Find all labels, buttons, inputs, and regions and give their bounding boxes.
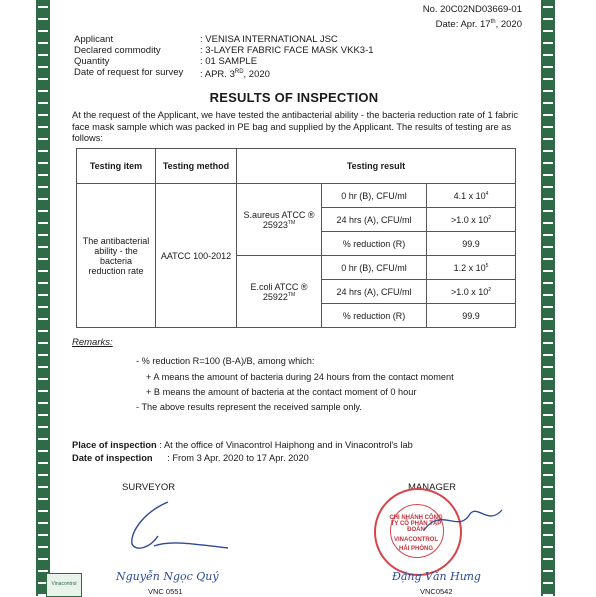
testing-method-cell: AATCC 100-2012 <box>156 184 237 328</box>
value-cell: 99.9 <box>427 304 516 328</box>
param-cell: 0 hr (B), CFU/ml <box>322 256 427 280</box>
commodity-value: : 3-LAYER FABRIC FACE MASK VKK3-1 <box>200 45 374 56</box>
quantity-value: : 01 SAMPLE <box>200 56 258 67</box>
organism-saureus: S.aureus ATCC ® 25923™ <box>237 184 322 256</box>
param-cell: 0 hr (B), CFU/ml <box>322 184 427 208</box>
inspection-certificate <box>58 0 530 596</box>
value-cell: 1.2 x $10^5$ <box>427 256 516 280</box>
request-date-value: : APR. 3RD, 2020 <box>200 69 270 81</box>
testing-item-cell: The antibacterial ability - the bacteria reduction rate <box>77 184 156 328</box>
header-testing-item: Testing item <box>77 149 156 184</box>
surveyor-title: SURVEYOR <box>122 482 176 493</box>
remark-line: - The above results represent the received sample only. <box>136 402 362 412</box>
manager-name: Đặng Văn Hưng <box>392 570 481 583</box>
surveyor-signature <box>124 496 234 556</box>
value-cell: 99.9 <box>427 232 516 256</box>
value-cell: 4.1 x $10^4$ <box>427 184 516 208</box>
stamp-text-bot: HẢI PHÒNG <box>398 546 433 552</box>
table-header-row <box>77 149 516 184</box>
quantity-label: Quantity <box>74 56 110 67</box>
results-table <box>76 148 516 328</box>
value-cell: >1.0 x $10^2$ <box>427 208 516 232</box>
applicant-label: Applicant <box>74 34 114 45</box>
param-cell: 24 hrs (A), CFU/ml <box>322 208 427 232</box>
manager-signature <box>418 500 508 540</box>
surveyor-name: Nguyễn Ngọc Quý <box>116 570 219 583</box>
certificate-number: No. 20C02ND03669-01 <box>422 4 522 15</box>
param-cell: 24 hrs (A), CFU/ml <box>322 280 427 304</box>
param-cell: % reduction (R) <box>322 232 427 256</box>
applicant-info <box>74 34 374 80</box>
header-testing-method: Testing method <box>156 149 237 184</box>
table-row <box>77 184 516 208</box>
remark-line: + A means the amount of bacteria during 24 hours from the contact moment <box>146 372 454 382</box>
decorative-border-left <box>36 0 50 596</box>
date-of-inspection: Date of inspection : From 3 Apr. 2020 to 17 Apr. 2020 <box>72 453 309 463</box>
surveyor-code: VNC 0551 <box>148 587 183 596</box>
organism-ecoli: E.coli ATCC ® 25922™ <box>237 256 322 328</box>
value-cell: >1.0 x $10^2$ <box>427 280 516 304</box>
manager-title: MANAGER <box>408 482 457 493</box>
remark-line: - % reduction R=100 (B-A)/B, among which: <box>136 356 315 366</box>
vinacontrol-logo: Vinacontrol <box>46 573 82 597</box>
intro-paragraph: At the request of the Applicant, we have tested the antibacterial ability - the bacteria reduction rate of 1 fabric face mask sample which was packed in PE bag and supplied by the Applicant. The results of testing are as follows: <box>72 110 518 143</box>
remark-line: + B means the amount of bacteria at the contact moment of 0 hour <box>146 387 417 397</box>
header-testing-result: Testing result <box>237 149 516 184</box>
stamp-text-mid: VINACONTROL <box>394 537 438 543</box>
page-title: RESULTS OF INSPECTION <box>209 90 379 105</box>
decorative-border-right <box>541 0 555 596</box>
commodity-label: Declared commodity <box>74 45 161 56</box>
param-cell: % reduction (R) <box>322 304 427 328</box>
certificate-date: Date: Apr. 17th, 2020 <box>435 19 522 31</box>
stamp-text-top: CHI NHÁNH CÔNG TY CỔ PHẦN TẬP ĐOÀN <box>389 515 443 533</box>
place-of-inspection: Place of inspection : At the office of Vinacontrol Haiphong and in Vinacontrol's lab <box>72 440 413 450</box>
remarks-label: Remarks: <box>72 337 113 348</box>
manager-code: VNC0542 <box>420 587 453 596</box>
applicant-value: : VENISA INTERNATIONAL JSC <box>200 34 338 45</box>
request-date-label: Date of request for survey <box>74 67 184 78</box>
